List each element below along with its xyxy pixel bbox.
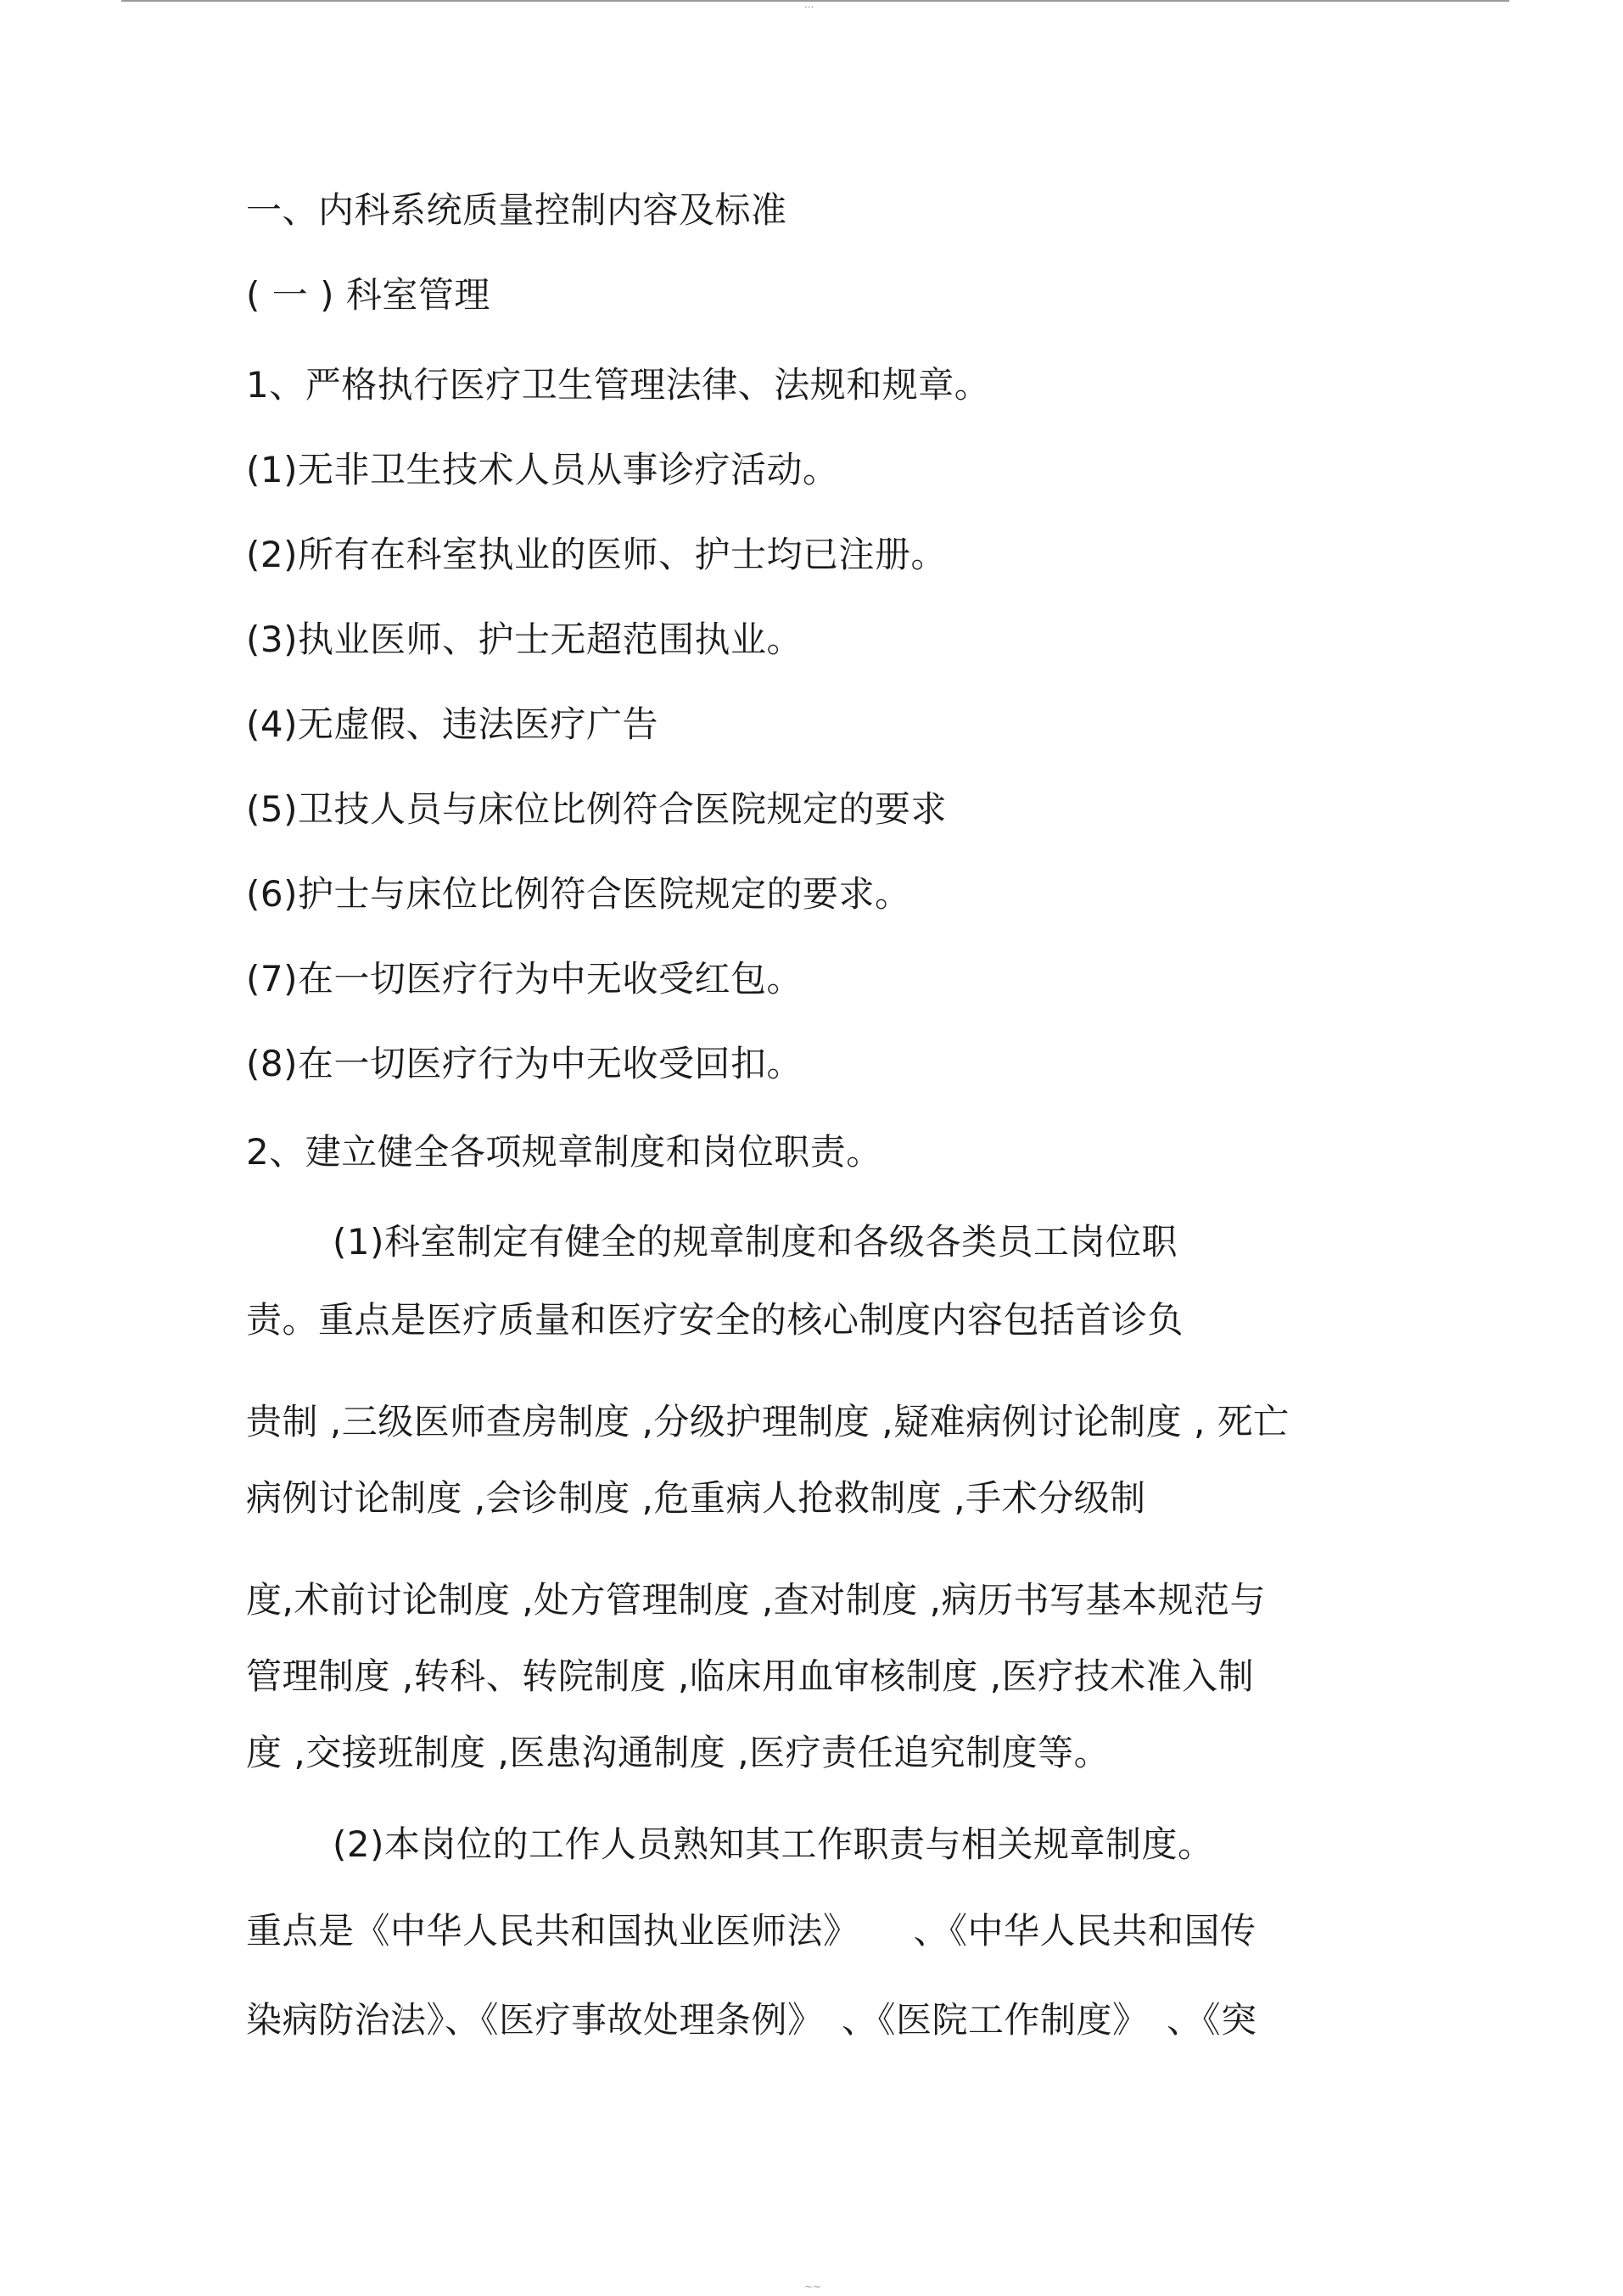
paragraph-line: 染病防治法》、《医疗事故处理条例》 、《医院工作制度》 、《突 xyxy=(246,1999,1257,2041)
paragraph-line: (8)在一切医疗行为中无收受回扣。 xyxy=(246,1043,803,1084)
header-rule xyxy=(121,0,1509,2)
paragraph-line: (5)卫技人员与床位比例符合医院规定的要求 xyxy=(246,788,947,830)
paragraph-line: 贵制 ,三级医师查房制度 ,分级护理制度 ,疑难病例讨论制度 , 死亡 xyxy=(246,1401,1290,1442)
paragraph-line: (4)无虚假、违法医疗广告 xyxy=(246,703,658,745)
paragraph-line: 度,术前讨论制度 ,处方管理制度 ,查对制度 ,病历书写基本规范与 xyxy=(246,1579,1266,1621)
paragraph-line: 管理制度 ,转科、转院制度 ,临床用血审核制度 ,医疗技术准入制 xyxy=(246,1655,1255,1697)
paragraph-line: 重点是《中华人民共和国执业医师法》 、《中华人民共和国传 xyxy=(246,1910,1256,1952)
paragraph-line: (2)本岗位的工作人员熟知其工作职责与相关规章制度。 xyxy=(333,1823,1214,1865)
paragraph-line: (1)科室制定有健全的规章制度和各级各类员工岗位职 xyxy=(333,1221,1178,1263)
paragraph-line: 2、建立健全各项规章制度和岗位职责。 xyxy=(246,1131,882,1173)
paragraph-line: 责。重点是医疗质量和医疗安全的核心制度内容包括首诊负 xyxy=(246,1299,1184,1341)
paragraph-line: (3)执业医师、护士无超范围执业。 xyxy=(246,619,803,660)
paragraph-line: (2)所有在科室执业的医师、护士均已注册。 xyxy=(246,534,947,575)
paragraph-line: 度 ,交接班制度 ,医患沟通制度 ,医疗责任追究制度等。 xyxy=(246,1732,1111,1773)
paragraph-line: (1)无非卫生技术人员从事诊疗活动。 xyxy=(246,449,839,490)
subsection-heading: ( 一 ) 科室管理 xyxy=(246,274,490,316)
paragraph-line: (6)护士与床位比例符合医院规定的要求。 xyxy=(246,873,911,915)
paragraph-line: (7)在一切医疗行为中无收受红包。 xyxy=(246,958,803,1000)
section-heading: 一、内科系统质量控制内容及标准 xyxy=(246,189,787,231)
paragraph-line: 病例讨论制度 ,会诊制度 ,危重病人抢救制度 ,手术分级制 xyxy=(246,1477,1146,1519)
paragraph-line: 1、严格执行医疗卫生管理法律、法规和规章。 xyxy=(246,364,991,406)
header-mark: ... xyxy=(804,0,814,10)
footer-mark: ~~ xyxy=(804,2281,822,2293)
